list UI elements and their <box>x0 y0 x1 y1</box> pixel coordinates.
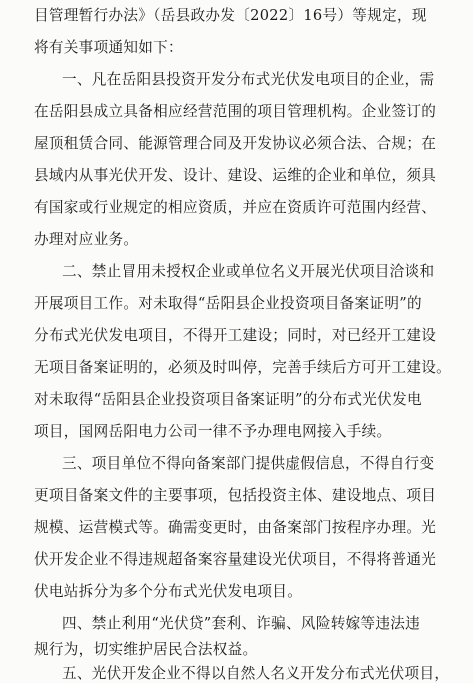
paragraph-4-start: 四、禁止利用“光伏贷”套利、诈骗、风险转嫁等违法违 <box>62 615 421 632</box>
text-line: 开展项目工作。对未取得“岳阳县企业投资项目备案证明”的 <box>34 295 422 312</box>
paragraph-1-start: 一、凡在岳阳县投资开发分布式光伏发电项目的企业，需 <box>62 71 435 88</box>
text-line: 县域内从事光伏开发、设计、建设、运维的企业和单位，须具 <box>34 167 437 184</box>
text-line: 伏电站拆分为多个分布式光伏发电项目。 <box>34 583 303 600</box>
text-line: 有国家或行业规定的相应资质，并应在资质许可范围内经营、 <box>34 199 437 216</box>
text-line: 将有关事项通知如下： <box>34 39 183 56</box>
text-line: 规行为，切实维护居民合法权益。 <box>34 641 258 658</box>
text-line: 无项目备案证明的，必须及时叫停，完善手续后方可开工建设。 <box>34 359 452 376</box>
paragraph-3-start: 三、项目单位不得向备案部门提供虚假信息，不得自行变 <box>62 455 435 472</box>
text-line: 目管理暂行办法》（岳县政办发〔2022〕16号）等规定，现 <box>34 7 427 24</box>
text-line: 对未取得“岳阳县企业投资项目备案证明”的分布式光伏发电 <box>34 391 422 408</box>
text-line: 更项目备案文件的主要事项，包括投资主体、建设地点、项目 <box>34 487 437 504</box>
text-line: 项目，国网岳阳电力公司一律不予办理电网接入手续。 <box>34 423 392 440</box>
text-line: 在岳阳县成立具备相应经营范围的项目管理机构。企业签订的 <box>34 103 437 120</box>
text-line: 分布式光伏发电项目，不得开工建设；同时，对已经开工建设 <box>34 327 437 344</box>
paragraph-2-start: 二、禁止冒用未授权企业或单位名义开展光伏项目洽谈和 <box>62 263 435 280</box>
paragraph-5-start: 五、光伏开发企业不得以自然人名义开发分布式光伏项目， <box>62 665 450 682</box>
text-line: 伏开发企业不得违规超备案容量建设光伏项目，不得将普通光 <box>34 551 437 568</box>
text-line: 办理对应业务。 <box>34 231 139 248</box>
text-line: 屋顶租赁合同、能源管理合同及开发协议必须合法、合规；在 <box>34 135 437 152</box>
text-line: 规模、运营模式等。确需变更时，由备案部门按程序办理。光 <box>34 519 437 536</box>
